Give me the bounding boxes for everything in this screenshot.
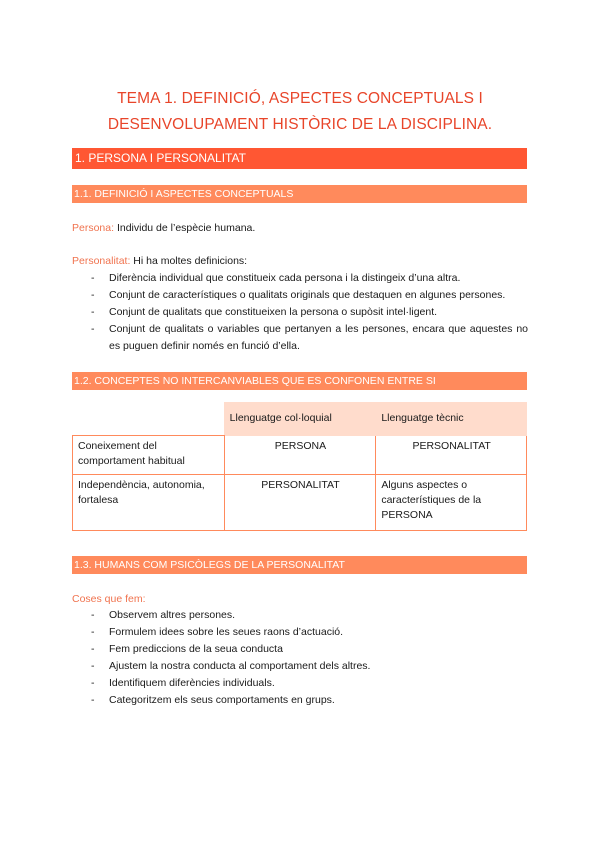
table-cell-colloquial: PERSONA — [224, 436, 376, 475]
section-heading-persona-personalitat: 1. PERSONA I PERSONALITAT — [72, 148, 527, 169]
subsection-heading-humans-psicolegs: 1.3. HUMANS COM PSICÒLEGS DE LA PERSONALITAT — [72, 556, 527, 574]
personalitat-label: Personalitat: — [72, 255, 131, 267]
list-item: - Conjunt de qualitats o variables que pertanyen a les persones, encara que aquestes no es puguen definir només en funció d’ella. — [91, 323, 528, 352]
coses-list — [72, 607, 528, 709]
list-item: - Fem prediccions de la seua conducta — [91, 643, 283, 655]
table-cell-technical: Alguns aspectes o característiques de la PERSONA — [376, 475, 527, 531]
coses-label: Coses que fem: — [72, 593, 146, 605]
table-row-label: Independència, autonomia, fortalesa — [73, 475, 225, 531]
list-item: - Conjunt de característiques o qualitats originals que destaquen en algunes persones. — [91, 289, 506, 301]
list-item: - Conjunt de qualitats que constitueixen la persona o supòsit intel·ligent. — [91, 306, 438, 318]
persona-definition — [72, 221, 255, 235]
definitions-list — [72, 270, 528, 355]
list-item: - Identifiquem diferències individuals. — [91, 677, 275, 689]
title-line-1: TEMA 1. DEFINICIÓ, ASPECTES CONCEPTUALS I — [117, 90, 483, 107]
coses-intro — [72, 592, 146, 606]
list-item: - Observem altres persones. — [91, 609, 236, 621]
document-title — [60, 86, 540, 138]
persona-label: Persona: — [72, 222, 115, 234]
subsection-heading-definicio: 1.1. DEFINICIÓ I ASPECTES CONCEPTUALS — [72, 185, 527, 203]
table-header-technical: Llenguatge tècnic — [376, 403, 527, 436]
table-row-label: Coneixement del comportament habitual — [73, 436, 225, 475]
concepts-table — [72, 402, 527, 531]
personalitat-text: Hi ha moltes definicions: — [130, 255, 248, 267]
table-cell-colloquial: PERSONALITAT — [224, 475, 376, 531]
table-corner-cell — [73, 403, 225, 436]
table-cell-technical: PERSONALITAT — [376, 436, 527, 475]
table-row — [73, 436, 527, 475]
title-line-2: DESENVOLUPAMENT HISTÒRIC DE LA DISCIPLINA. — [107, 116, 493, 133]
table-header-row — [73, 403, 527, 436]
list-item: - Formulem idees sobre les seues raons d’actuació. — [91, 626, 344, 638]
list-item: - Ajustem la nostra conducta al comportament dels altres. — [91, 660, 371, 672]
list-item: - Categoritzem els seus comportaments en grups. — [91, 694, 335, 706]
persona-text: Individu de l’espècie humana. — [114, 222, 256, 234]
list-item: - Diferència individual que constitueix cada persona i la distingeix d’una altra. — [91, 272, 461, 284]
table-header-colloquial: Llenguatge col·loquial — [224, 403, 376, 436]
subsection-heading-conceptes: 1.2. CONCEPTES NO INTERCANVIABLES QUE ES CONFONEN ENTRE SI — [72, 372, 527, 390]
personalitat-intro — [72, 254, 247, 268]
table-row — [73, 475, 527, 531]
